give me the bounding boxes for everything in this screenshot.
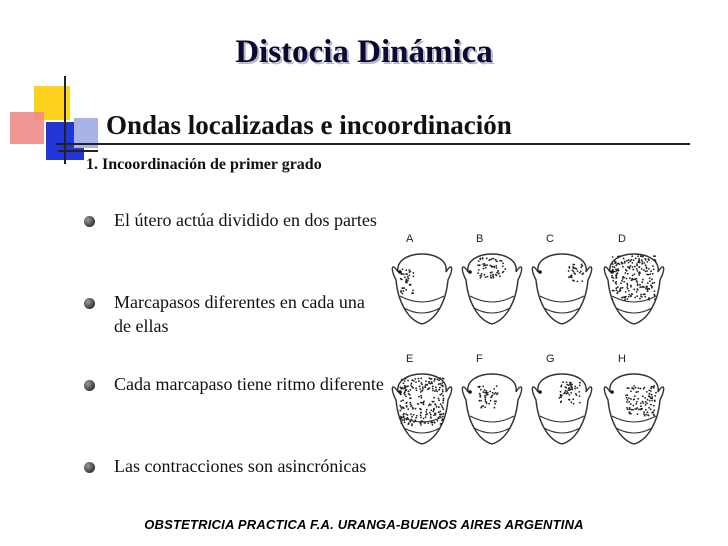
diagram-label: G (546, 353, 555, 365)
diagram-label: E (406, 353, 414, 365)
bullet-item (84, 290, 384, 350)
bullet-icon (84, 216, 95, 227)
bullet-item (84, 454, 384, 514)
footer-citation: OBSTETRICIA PRACTICA F.A. URANGA-BUENOS AIRES ARGENTINA (144, 517, 584, 532)
slide-subtitle: Ondas localizadas e incoordinación (106, 110, 512, 140)
uterus-diagram (532, 353, 591, 444)
bullet-text: El útero actúa dividido en dos partes (114, 210, 377, 230)
uterus-diagram (604, 233, 663, 324)
diagram-label: D (618, 233, 626, 245)
bullet-text: Cada marcapaso tiene ritmo diferente (114, 374, 384, 394)
uterus-contraction-figure (378, 218, 690, 456)
diagram-label: A (406, 233, 414, 245)
bullet-icon (84, 298, 95, 309)
section-heading: 1. Incoordinación de primer grado (86, 156, 322, 173)
uterus-diagram (462, 233, 521, 324)
uterus-diagram (392, 353, 451, 444)
diagram-label: B (476, 233, 484, 245)
uterus-diagram (462, 353, 521, 444)
slide-title: Distocia Dinámica (235, 34, 493, 70)
diagram-label: F (476, 353, 483, 365)
bullet-icon (84, 380, 95, 391)
bullet-list (84, 208, 384, 536)
bullet-icon (84, 462, 95, 473)
diagram-label: C (546, 233, 554, 245)
diagram-label: H (618, 353, 626, 365)
bullet-text: Las contracciones son asincrónicas (114, 456, 367, 476)
subtitle-divider (56, 143, 690, 145)
bullet-item (84, 208, 384, 268)
uterus-diagram (532, 233, 591, 324)
uterus-diagram (392, 233, 451, 324)
bullet-text: Marcapasos diferentes en cada una de ellas (114, 292, 365, 336)
uterus-diagram (604, 353, 663, 444)
bullet-item (84, 372, 384, 432)
